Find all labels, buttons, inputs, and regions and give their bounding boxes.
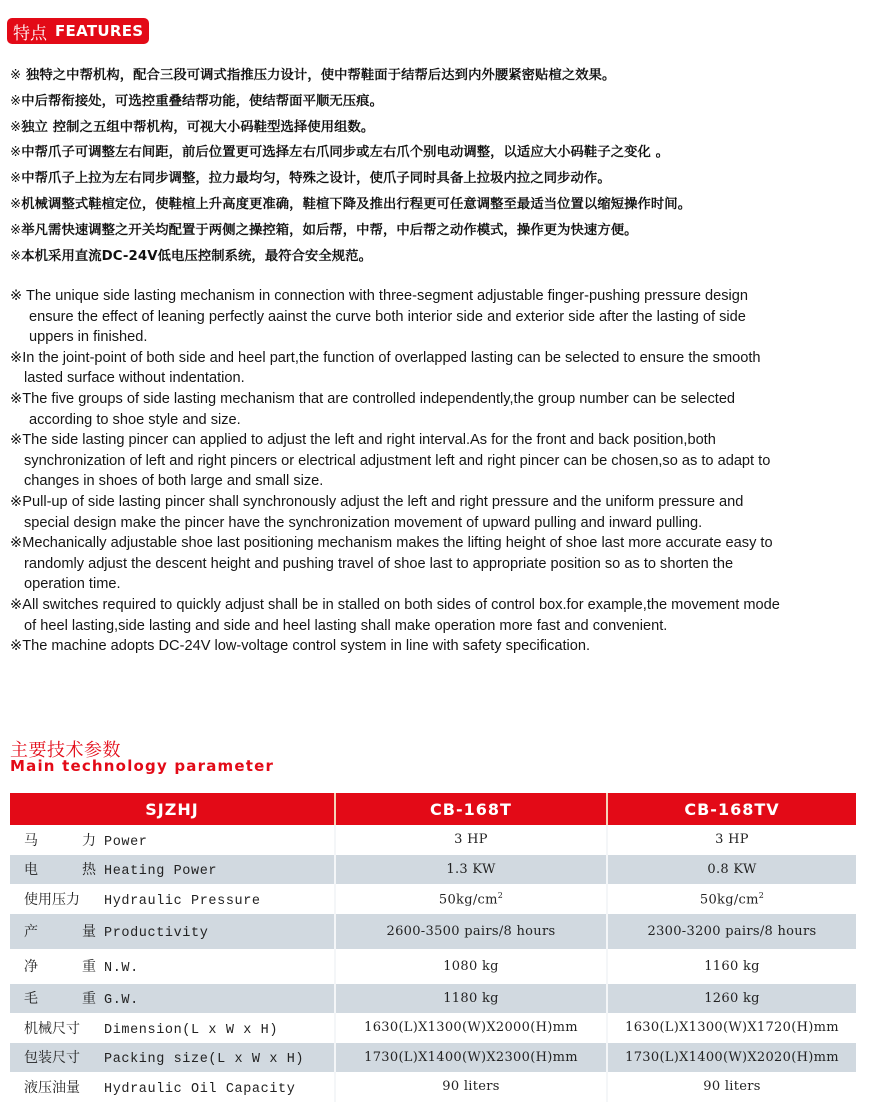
table-row [10, 1043, 856, 1073]
feature-zh-item: ※中帮爪子上拉为左右同步调整，拉力最均匀，特殊之设计，使爪子同时具备上拉圾内拉之同步动作。 [10, 171, 611, 187]
row-label: 机械尺寸 Dimension(L x W x H) [10, 1013, 335, 1043]
table-row [10, 949, 856, 984]
table-row [10, 855, 856, 885]
params-title-en: Main technology parameter [10, 757, 275, 775]
reference-mark-icon: ※ [10, 145, 22, 161]
spec-table [10, 793, 856, 1102]
row-label: 电 热 Heating Power [10, 855, 335, 885]
row-label: 净 重 N.W. [10, 949, 335, 984]
value-cb-168tv: $50kg/cm^2$ [699, 890, 765, 907]
value-cb-168t: 1180 kg [335, 984, 607, 1014]
row-label: 液压油量 Hydraulic Oil Capacity [10, 1072, 335, 1102]
feature-en-item: ※The machine adopts DC-24V low-voltage control system in line with safety specification. [10, 638, 591, 655]
feature-zh-item: ※ 独特之中帮机构，配合三段可调式指推压力设计，使中帮鞋面于结帮后达到内外腰紧密贴楦之效果。 [10, 68, 616, 83]
value-cb-168t: 1080 kg [335, 949, 607, 984]
value-cb-168tv: 1630(L)X1300(W)X1720(H)mm [625, 1020, 839, 1036]
header-model-series: SJZHJ [10, 793, 335, 825]
table-row [10, 825, 856, 855]
reference-mark-icon: ※ [10, 93, 22, 109]
value-cb-168t: 1.3 KW [335, 855, 607, 885]
row-label: 产 量 Productivity [10, 914, 335, 949]
row-label: 使用压力 Hydraulic Pressure [10, 884, 335, 914]
value-cb-168tv: 3 HP [715, 832, 749, 848]
reference-mark-icon: ※ [10, 119, 22, 135]
row-label: 毛 重 G.W. [10, 984, 335, 1014]
row-label: 马 力 Power [10, 825, 335, 855]
feature-zh-item: ※独立 控制之五组中帮机构，可视大小码鞋型选择使用组数。 [10, 119, 375, 135]
params-title-zh: 主要技术参数 [10, 740, 121, 761]
features-list-zh [10, 63, 890, 269]
feature-en-item: ※Mechanically adjustable shoe last positioning mechanism makes the lifting height of shoe last more accurate easy to randomly adjust the descent height and pushing travel of shoe last to appropriate position so as to shorten the operation time. [10, 535, 773, 593]
features-header-en: FEATURES [55, 22, 144, 40]
feature-zh-item: ※本机采用直流DC-24V低电压控制系统，最符合安全规范。 [10, 248, 372, 264]
value-cb-168t: 1730(L)X1400(W)X2300(H)mm [335, 1043, 607, 1073]
value-cb-168tv: 1160 kg [704, 958, 760, 974]
header-cb-168tv: CB-168TV [607, 793, 856, 825]
table-row [10, 884, 856, 914]
spec-table-header-row [10, 793, 856, 825]
value-cb-168t: 90 liters [335, 1072, 607, 1102]
feature-en-item: ※The five groups of side lasting mechanism that are controlled independently,the group number can be selected according to shoe style and size. [10, 390, 736, 428]
value-cb-168tv: 90 liters [703, 1079, 761, 1095]
value-cb-168t: 2600-3500 pairs/8 hours [335, 914, 607, 949]
features-header-zh: 特点 [13, 23, 47, 44]
reference-mark-icon: ※ [10, 196, 22, 212]
feature-en-item: ※The side lasting pincer can applied to adjust the left and right interval.As for the front and back position,both synchronization of left and right pincers or electrical adjustment left and right pincer can be chosen,so as to adapt to changes in shoes of both large and small size. [10, 432, 771, 490]
table-row [10, 1013, 856, 1043]
features-list-en [10, 286, 895, 657]
feature-en-item: ※All switches required to quickly adjust shall be in stalled on both sides of control box.for example,the movement mode of heel lasting,side lasting and side and heel lasting shall make operation more fast and convenient. [10, 596, 780, 634]
value-cb-168tv: 0.8 KW [607, 855, 856, 885]
value-cb-168tv: 2300-3200 pairs/8 hours [607, 914, 856, 949]
feature-en-item: ※In the joint-point of both side and heel part,the function of overlapped lasting can be selected to ensure the smooth lasted surface without indentation. [10, 349, 761, 387]
value-cb-168tv: 1730(L)X1400(W)X2020(H)mm [607, 1043, 856, 1073]
feature-zh-item: ※中帮爪子可调整左右间距，前后位置更可选择左右爪同步或左右爪个别电动调整，以适应大小码鞋子之变化 。 [10, 145, 670, 161]
feature-zh-item: ※机械调整式鞋楦定位，使鞋楦上升高度更准确，鞋楦下降及推出行程更可任意调整至最适当位置以缩短操作时间。 [10, 196, 692, 212]
feature-en-item: ※Pull-up of side lasting pincer shall synchronously adjust the left and right pressure and the uniform pressure and special design make the pincer have the synchronization movement of upward pulling and inward pulling. [10, 493, 744, 531]
table-row [10, 1072, 856, 1102]
row-label: 包装尺寸 Packing size(L x W x H) [10, 1043, 335, 1073]
features-header-badge [7, 18, 149, 44]
table-row [10, 914, 856, 949]
feature-en-item: ※ The unique side lasting mechanism in connection with three-segment adjustable finger-pushing pressure design ensure the effect of leaning perfectly aainst the curve both interior side and exterior side after the lasting of side uppers in finished. [10, 288, 749, 346]
reference-mark-icon: ※ [10, 222, 22, 238]
reference-mark-icon: ※ [10, 68, 22, 83]
table-row [10, 984, 856, 1014]
reference-mark-icon: ※ [10, 171, 22, 187]
feature-zh-item: ※举凡需快速调整之开关均配置于两侧之操控箱，如后帮，中帮，中后帮之动作模式，操作更为快速方便。 [10, 222, 638, 238]
reference-mark-icon: ※ [10, 248, 22, 264]
feature-zh-item: ※中后帮衔接处，可选控重叠结帮功能，使结帮面平顺无压痕。 [10, 93, 383, 109]
value-cb-168tv: 1260 kg [607, 984, 856, 1014]
header-cb-168t: CB-168T [335, 793, 607, 825]
value-cb-168t: 1630(L)X1300(W)X2000(H)mm [335, 1013, 607, 1043]
value-cb-168t: 3 HP [335, 825, 607, 855]
value-cb-168t: $50kg/cm^2$ [335, 884, 607, 914]
